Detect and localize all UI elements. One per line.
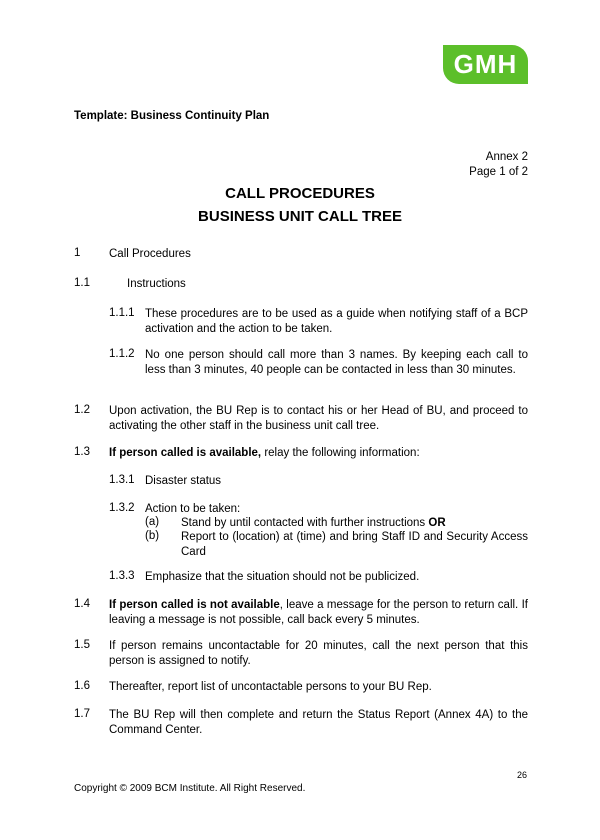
item-number: 1.1.1 xyxy=(109,307,135,319)
section-heading: Call Procedures xyxy=(109,248,191,260)
annex-page: Page 1 of 2 xyxy=(469,166,528,178)
item-number: 1.3.1 xyxy=(109,474,135,486)
page-number: 26 xyxy=(517,770,528,780)
template-title: Template: Business Continuity Plan xyxy=(74,110,270,122)
section-text xyxy=(109,446,528,461)
emphasis-text: If person called is available, xyxy=(109,447,262,459)
page-subtitle: BUSINESS UNIT CALL TREE xyxy=(198,208,402,225)
section-text: Upon activation, the BU Rep is to contact his or her Head of BU, and proceed to activating the other staff in the business unit call tree. xyxy=(109,405,528,432)
item-text: No one person should call more than 3 names. By keeping each call to less than 3 minutes, 40 people can be contacted in less than 30 minutes. xyxy=(145,349,528,376)
body-text: , leave a message for the person to return call. If leaving a message is not possible, call back every 5 minutes. xyxy=(109,599,528,626)
section-number: 1.4 xyxy=(74,598,90,610)
item-text: Action to be taken: xyxy=(145,503,241,515)
gmh-logo: GMH xyxy=(443,45,528,84)
subitem-letter: (b) xyxy=(145,530,160,542)
section-text: The BU Rep will then complete and return the Status Report (Annex 4A) to the Command Center. xyxy=(109,709,528,736)
item-text: Disaster status xyxy=(145,475,222,487)
section-text: If person remains uncontactable for 20 minutes, call the next person that this person is assigned to notify. xyxy=(109,640,528,667)
item-number: 1.1.2 xyxy=(109,348,135,360)
item-number: 1.3.3 xyxy=(109,570,135,582)
subitem-text xyxy=(181,516,528,531)
section-number: 1.3 xyxy=(74,446,90,458)
section-number: 1.1 xyxy=(74,277,90,289)
item-text: Emphasize that the situation should not be publicized. xyxy=(145,571,420,583)
section-number: 1.2 xyxy=(74,404,90,416)
section-heading: Instructions xyxy=(127,278,186,290)
annex-label: Annex 2 xyxy=(485,151,528,163)
section-number: 1 xyxy=(74,247,81,259)
copyright-footer: Copyright © 2009 BCM Institute. All Right Reserved. xyxy=(74,783,306,794)
subitem-letter: (a) xyxy=(145,516,160,528)
item-number: 1.3.2 xyxy=(109,502,135,514)
item-text: These procedures are to be used as a guide when notifying staff of a BCP activation and the action to be taken. xyxy=(145,308,528,335)
section-number: 1.7 xyxy=(74,708,90,720)
section-number: 1.5 xyxy=(74,639,90,651)
page-title: CALL PROCEDURES xyxy=(225,185,375,202)
section-text xyxy=(109,598,528,627)
section-text: Thereafter, report list of uncontactable persons to your BU Rep. xyxy=(109,681,432,693)
annex-block xyxy=(469,150,528,180)
emphasis-text: If person called is not available xyxy=(109,599,280,611)
body-text: Stand by until contacted with further instructions xyxy=(181,517,429,529)
emphasis-text: OR xyxy=(428,517,446,529)
body-text: relay the following information: xyxy=(261,447,420,459)
section-number: 1.6 xyxy=(74,680,90,692)
subitem-text: Report to (location) at (time) and bring Staff ID and Security Access Card xyxy=(181,531,528,558)
